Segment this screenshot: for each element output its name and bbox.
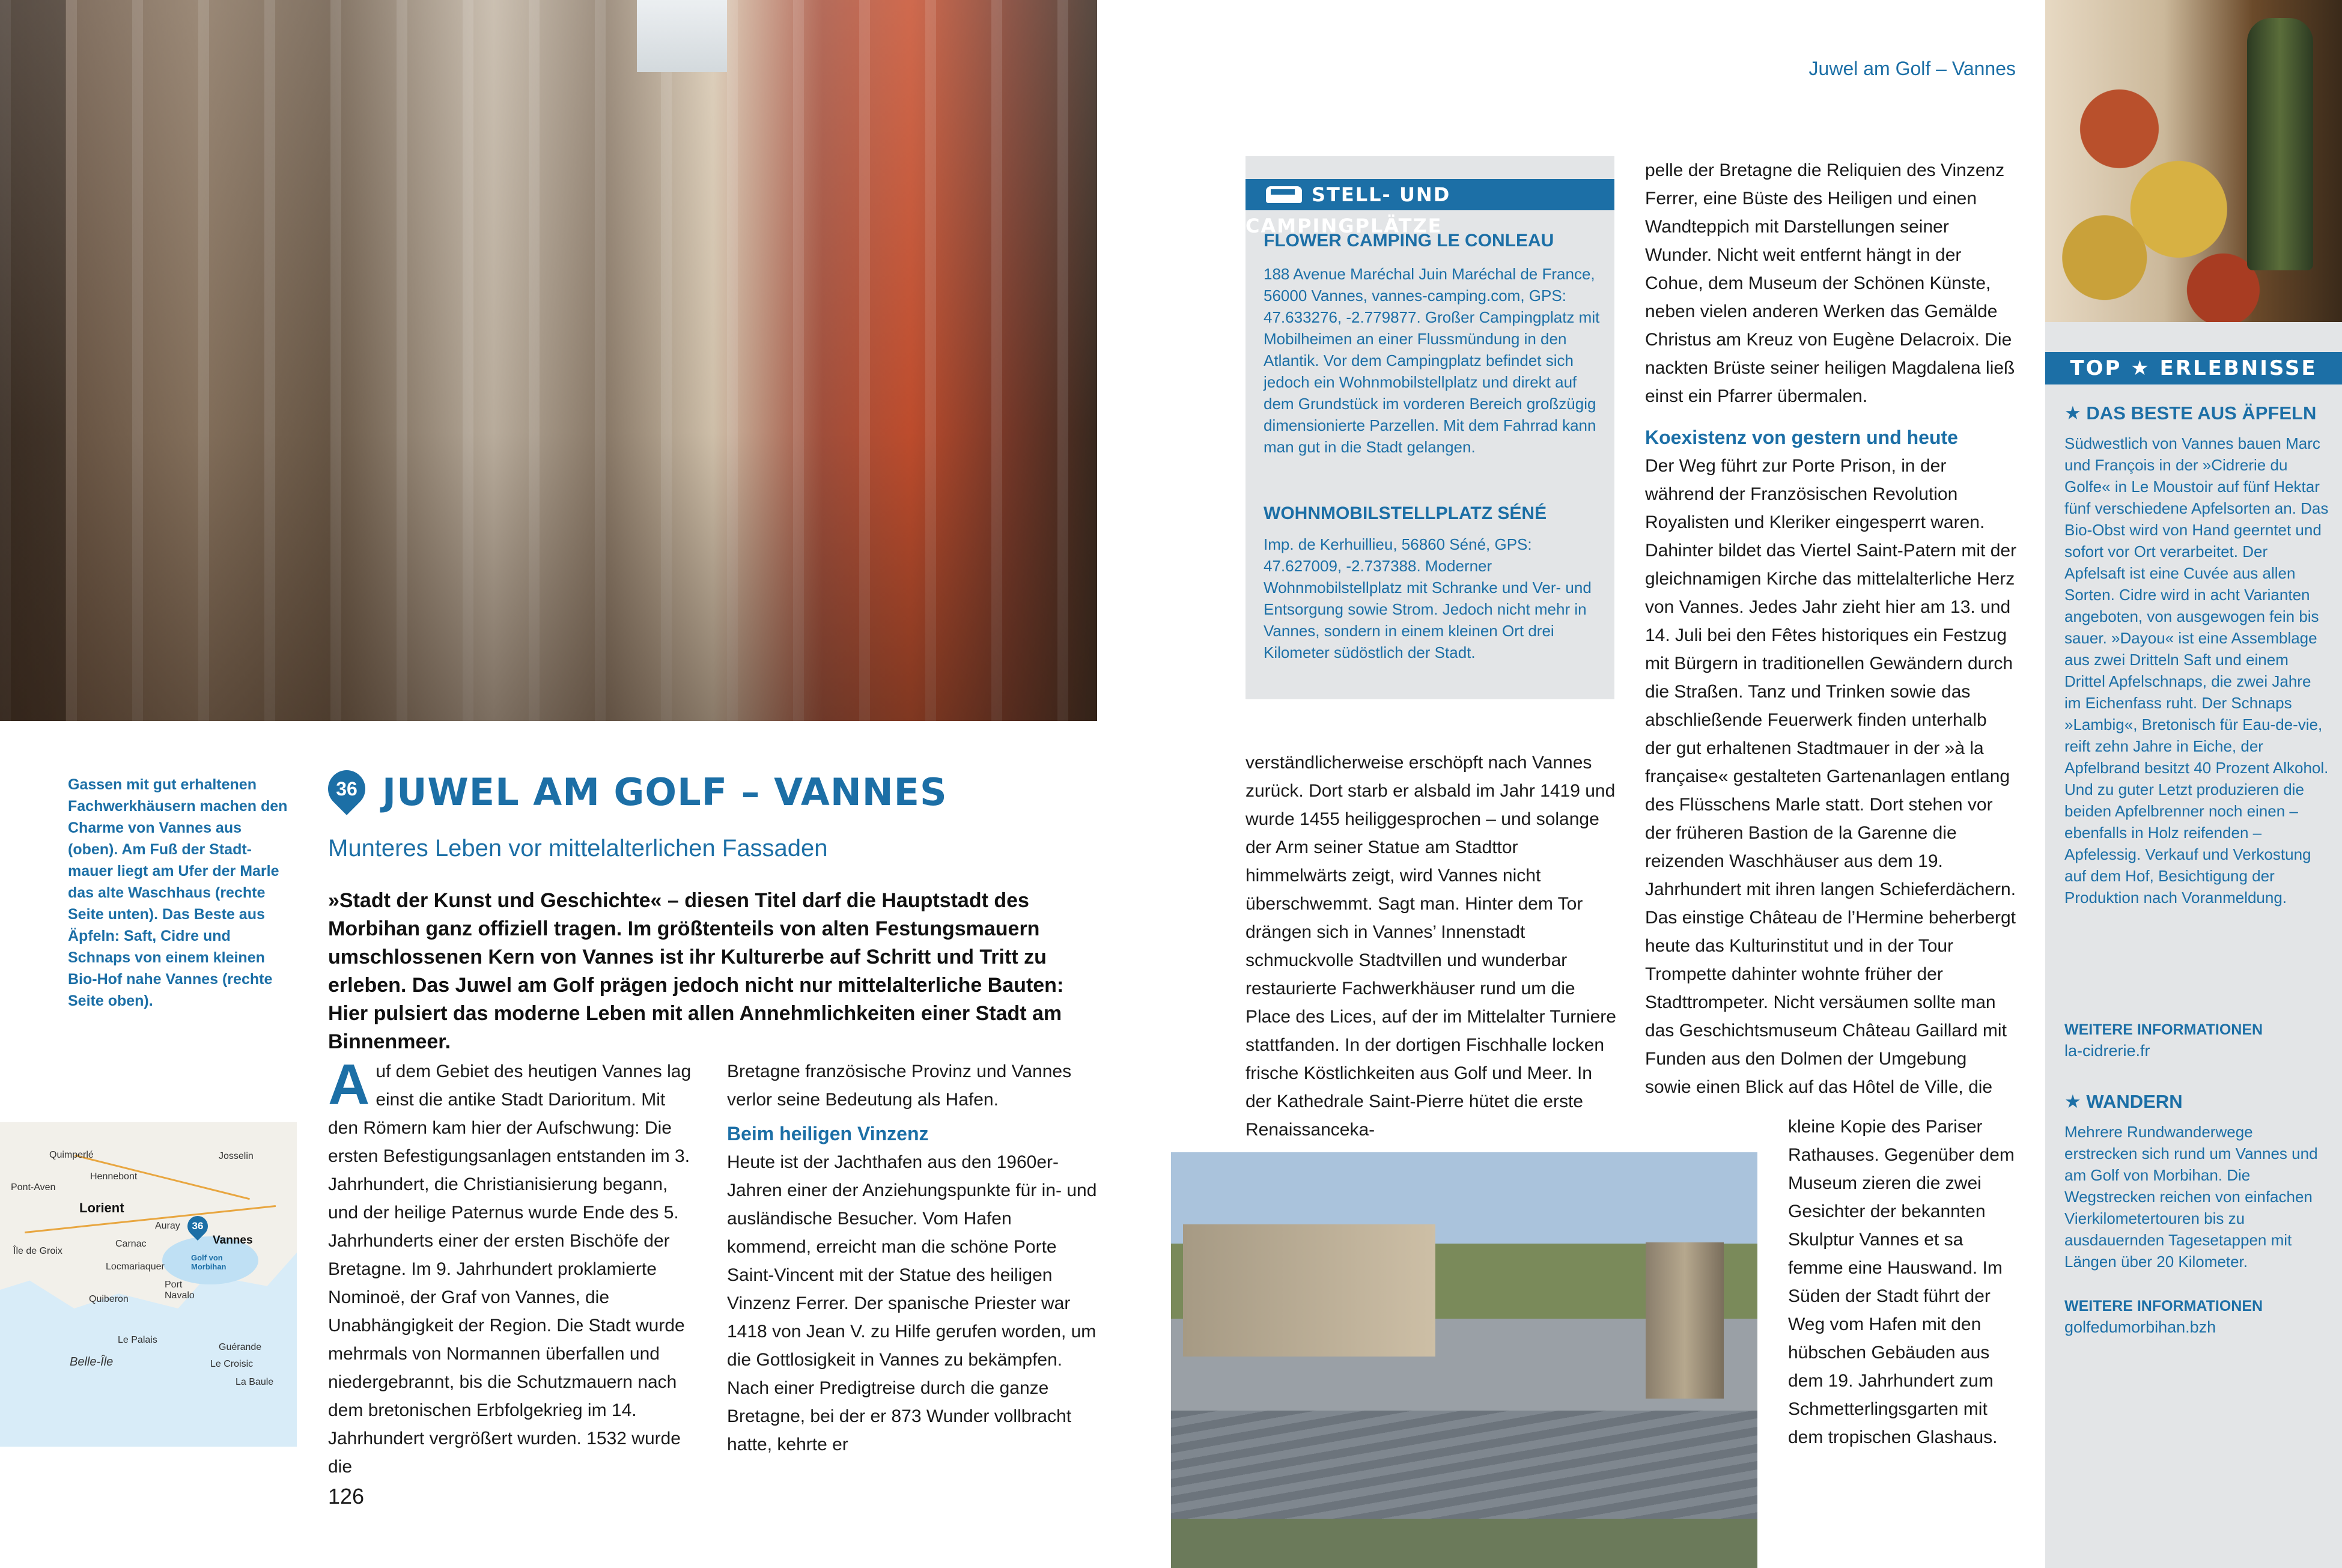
body-text: Bretagne französische Provinz und Vannes verlor seine Bedeutung als Hafen. bbox=[727, 1062, 1072, 1110]
section-subhead: Koexistenz von gestern und heute bbox=[1645, 427, 1958, 448]
map-pin-number: 36 bbox=[192, 1220, 204, 1232]
more-info-label: WEITERE INFORMATIONEN bbox=[2064, 1021, 2263, 1038]
photo-shade bbox=[0, 0, 1097, 721]
body-column-4-continued: kleine Kopie des Pariser Rathauses. Gegenüber dem Museum zieren die zwei Gesichter der bekannten Skulptur Vannes et sa femme eine Hauswand. Im Süden der Stadt führt der Weg vom Hafen mit den hübschen Gebäuden aus dem 19. Jahrhundert zum Schmetterlingsgarten mit dem tropischen Glashaus. bbox=[1788, 1117, 2015, 1447]
camping-text: 188 Avenue Maréchal Juin Maréchal de France, 56000 Vannes, vannes-camping.com, GPS: 47.633276, -2.779877. Großer Campingplatz mit Mobilheimen an einer Flussmündung in den Atlantik. Vor dem Campingplatz befindet sich jedoch ein Wohnmobilstellplatz und direkt auf dem Grundstück im vorderen Bereich großzügig dimensionierte Parzellen. Mit dem Fahrrad kann man gut in die Stadt gelangen. bbox=[1264, 265, 1600, 456]
body-text: pelle der Bretagne die Reliquien des Vinzenz Ferrer, eine Büste des Heiligen und einen Wandteppich mit Darstellungen seiner Wunder. Nicht weit entfernt hängt in der Cohue, dem Museum der Schönen Künste, neben vielen anderen Werken das Gemälde Christus am Kreuz von Eugène Delacroix. Die nackten Brüste seiner heiligen Magdalena ließ einst ein Pfarrer übermalen. bbox=[1645, 160, 2015, 406]
article-number: 36 bbox=[336, 778, 357, 800]
map-label: Île de Groix bbox=[13, 1246, 62, 1256]
article-title: JUWEL AM GOLF – VANNES bbox=[382, 770, 947, 814]
camping-box bbox=[1246, 156, 1614, 699]
map-label: Carnac bbox=[115, 1239, 147, 1249]
more-info-label: WEITERE INFORMATIONEN bbox=[2064, 1298, 2263, 1314]
article-subtitle: Munteres Leben vor mittelalterlichen Fassaden bbox=[328, 835, 828, 861]
star-icon: ★ bbox=[2064, 1091, 2081, 1112]
star-icon: ★ bbox=[2131, 356, 2151, 380]
star-icon: ★ bbox=[2064, 403, 2081, 424]
map-label: Quiberon bbox=[89, 1294, 129, 1304]
photo-roof bbox=[1171, 1411, 1757, 1519]
camping-title: WOHNMOBILSTELLPLATZ SÉNÉ bbox=[1264, 503, 1547, 523]
photo-tower bbox=[1646, 1242, 1724, 1399]
map-label: Locmariaquer bbox=[106, 1262, 165, 1272]
body-column-3: verständlicherweise erschöpft nach Vannes zurück. Dort starb er alsbald im Jahr 1419 und wurde 1455 heiliggesprochen – und solange der Arm seiner Statue am Stadttor himmelwärts zeigt, wird Vannes nicht überschwemmt. Sagt man. Hinter dem Tor drängen sich in Vannes’ Innenstadt schmuckvolle Stadtvillen und wunderbar restaurierte Fachwerkhäuser rund um die Place des Lices, auf der im Mittelalter Turniere stattfanden. In der dortigen Fischhalle locken frische Köstlichkeiten aus Golf und Meer. In der Kathedrale Saint-Pierre hütet die erste Renaissanceka- bbox=[1246, 753, 1616, 1140]
running-head: Juwel am Golf – Vannes bbox=[1808, 58, 2016, 79]
photo-house bbox=[1183, 1224, 1435, 1357]
body-column-1 bbox=[328, 1053, 695, 1481]
sidebar-title-text: DAS BESTE AUS ÄPFELN bbox=[2086, 403, 2317, 424]
section-subhead: Beim heiligen Vinzenz bbox=[727, 1123, 929, 1144]
body-text: uf dem Gebiet des heutigen Vannes lag einst die antike Stadt Darioritum. Mit den Römern kam hier der Aufschwung: Die ersten Befestigungsanlagen entstanden im 3. Jahrhundert, die Christianisierung begann, und der heilige Paternus wurde Ende des 5. Jahrhunderts einer der ersten Bischöfe der Bretagne. Im 9. Jahrhundert proklamierte Nominoë, der Graf von Vannes, die Unabhängigkeit der Region. Die Stadt wurde mehrmals von Normannen überfallen und niedergebrannt, bis die Schutzmauern nach dem bretonischen Erbfolgekrieg im 14. Jahrhundert vergrößert wurden. 1532 wurde die bbox=[328, 1062, 692, 1477]
experiences-label: ERLEBNISSE bbox=[2159, 356, 2317, 380]
map-location-pin bbox=[183, 1212, 212, 1241]
region-map bbox=[0, 1122, 297, 1447]
map-label: Le Croisic bbox=[210, 1359, 254, 1369]
article-number-pin bbox=[320, 762, 373, 815]
sidebar-section-text: Südwestlich von Vannes bauen Marc und François in der »Cidrerie du Golfe« in Le Moustoir auf fünf Hektar fünf verschiedene Apfelsorten an. Das Bio-Obst wird von Hand geerntet und sofort vor Ort verarbeitet. Der Apfelsaft ist eine Cuvée aus allen Sorten. Cidre wird in acht Varianten angeboten, von ausgewogen fein bis sauer. »Dayou« ist eine Assemblage aus zwei Dritteln Saft und einem Drittel Apfelschnaps, die zwei Jahre im Eichenfass ruht. Der Schnaps »Lambig«, Bretonisch für Eau-de-vie, reift zehn Jahre in Eiche, der Apfelbrand besitzt 40 Prozent Alkohol. Und zu guter Letzt produzieren die beiden Apfelbrenner noch einen – ebenfalls in Holz reifenden – Apfelessig. Verkauf und Verkostung auf dem Hof, Besichtigung der Produktion nach Voranmeldung. bbox=[2064, 434, 2329, 907]
map-label: Quimperlé bbox=[49, 1150, 94, 1160]
camping-header bbox=[1246, 179, 1614, 237]
body-column-2 bbox=[727, 1057, 1100, 1459]
map-label: Le Palais bbox=[118, 1335, 157, 1345]
map-label: Vannes bbox=[213, 1234, 253, 1247]
top-label: TOP bbox=[2070, 356, 2122, 380]
sidebar-section-text: Mehrere Rundwanderwege erstrecken sich rund um Vannes und am Golf von Morbihan. Die Wegstrecken reichen von einfachen Vierkilometertouren bis zu ausdauernden Tagesetappen mit Längen über 20 Kilometer. bbox=[2064, 1123, 2318, 1271]
map-label: Belle-Île bbox=[70, 1355, 114, 1369]
top-experiences-sidebar bbox=[2045, 322, 2342, 1568]
map-label: Lorient bbox=[79, 1200, 124, 1215]
sidebar-section-title bbox=[2064, 403, 2316, 424]
photo-apples-and-cider bbox=[2045, 0, 2342, 322]
map-land bbox=[0, 1122, 297, 1308]
map-label: Hennebont bbox=[90, 1171, 138, 1182]
map-label: Guérande bbox=[219, 1342, 262, 1352]
body-column-4 bbox=[1645, 156, 2018, 1101]
map-label: Pont-Aven bbox=[11, 1182, 56, 1193]
camping-header-label: STELL- UND CAMPINGPLÄTZE bbox=[1246, 183, 1451, 237]
body-text: Der Weg führt zur Porte Prison, in der während der Französischen Revolution Royalisten und Kleriker eingesperrt waren. Dahinter bildet das Viertel Saint-Patern mit der gleichnamigen Kirche das mittelalterliche Herz von Vannes. Jedes Jahr zieht hier am 13. und 14. Juli bei den Fêtes historiques ein Festzug mit Bürgern in traditionellen Gewändern durch die Straßen. Tanz und Trinken sowie das abschließende Feuerwerk finden unterhalb der gut erhaltenen Stadtmauer in der »à la française« gestalteten Gartenanlagen entlang des Flüsschens Marle statt. Dort stehen vor der früheren Bastion de la Garenne die reizenden Waschhäuser aus dem 19. Jahrhundert mit ihren langen Schieferdächern. Das einstige Château de l’Hermine beherbergt heute das Kulturinstitut und in der Tour Trompette dahinter wohnte früher der Stadttrompeter. Nicht versäumen sollte man das Geschichtsmuseum Château Gaillard mit Funden aus den Dolmen der Umgebung sowie einen Blick auf das Hôtel de Ville, die bbox=[1645, 456, 2017, 1097]
body-text: Heute ist der Jachthafen aus den 1960er-Jahren einer der Anziehungspunkte für in- und ausländische Besucher. Vom Hafen kommend, erreicht man die schöne Porte Saint-Vincent mit der Statue des heiligen Vinzenz Ferrer. Der spanische Priester war 1418 von Jean V. zu Hilfe gerufen worden, um die Gottlosigkeit in Vannes zu bekämpfen. Nach einer Predigtreise durch die ganze Bretagne, bei der er 873 Wunder vollbracht hatte, kehrte er bbox=[727, 1152, 1097, 1454]
page-number: 126 bbox=[328, 1484, 365, 1509]
photo-bottle bbox=[2247, 18, 2313, 270]
more-info-link[interactable]: la-cidrerie.fr bbox=[2064, 1042, 2150, 1060]
map-label: Port Navalo bbox=[165, 1280, 195, 1301]
map-label: Josselin bbox=[219, 1151, 254, 1161]
photo-washhouse bbox=[1171, 1152, 1757, 1568]
photo-half-timbered-alley bbox=[0, 0, 1097, 721]
map-label: Golf von Morbihan bbox=[191, 1253, 227, 1271]
map-label: Auray bbox=[155, 1221, 180, 1231]
drop-cap: A bbox=[328, 1053, 370, 1117]
sidebar-title-text: WANDERN bbox=[2086, 1091, 2183, 1112]
camping-text: Imp. de Kerhuillieu, 56860 Séné, GPS: 47.627009, -2.737388. Moderner Wohnmobilstellplatz mit Schranke und Ver- und Entsorgung sowie Strom. Jedoch nicht mehr in Vannes, sondern in einem kleinen Ort drei Kilometer südöstlich der Stadt. bbox=[1264, 535, 1592, 661]
photo-caption: Gassen mit gut erhaltenen Fachwerkhäusern machen den Charme von Vannes aus (oben). Am Fuß der Stadt-mauer liegt am Ufer der Marle das alte Waschhaus (rechte Seite unten). Das Beste aus Äpfeln: Saft, Cidre und Schnaps von einem kleinen Bio-Hof nahe Vannes (rechte Seite oben). bbox=[68, 776, 288, 1009]
more-info-link[interactable]: golfedumorbihan.bzh bbox=[2064, 1318, 2216, 1336]
sidebar-section-title bbox=[2064, 1091, 2183, 1113]
article-lead: »Stadt der Kunst und Geschichte« – diesen Titel darf die Hauptstadt des Morbihan ganz offiziell tragen. Im größtenteils von alten Festungsmauern umschlossenen Kern von Vannes ist ihr Kulturerbe auf Schritt und Tritt zu erleben. Das Juwel am Golf prägen jedoch nicht nur mittelalterliche Bauten: Hier pulsiert das moderne Leben mit allen Annehmlichkeiten einer Stadt am Binnenmeer. bbox=[328, 889, 1064, 1053]
top-experiences-header bbox=[2045, 352, 2342, 384]
camping-title: FLOWER CAMPING LE CONLEAU bbox=[1264, 231, 1554, 251]
camper-van-icon bbox=[1266, 186, 1302, 203]
map-label: La Baule bbox=[236, 1377, 274, 1387]
